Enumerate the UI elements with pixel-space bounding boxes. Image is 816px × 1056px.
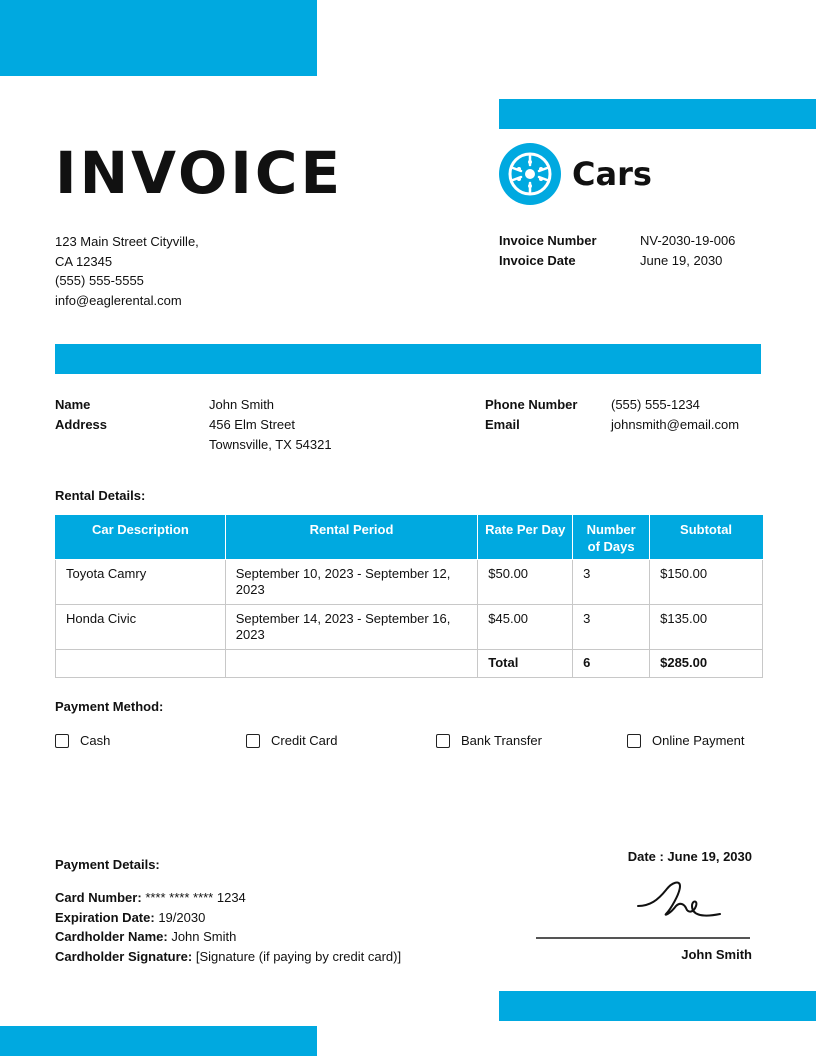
invoice-meta xyxy=(499,231,735,271)
invoice-number-row xyxy=(499,231,735,251)
column-header: Rental Period xyxy=(225,516,478,560)
total-days: 6 xyxy=(573,650,650,678)
customer-email-value: johnsmith@email.com xyxy=(611,417,740,432)
table-cell: $135.00 xyxy=(650,605,763,650)
invoice-date-row xyxy=(499,251,735,271)
card-number-value: **** **** **** 1234 xyxy=(145,890,246,905)
customer-info-left xyxy=(55,395,332,455)
checkbox-icon[interactable] xyxy=(55,734,69,748)
total-amount: $285.00 xyxy=(650,650,763,678)
phone-line: (555) 555-5555 xyxy=(55,273,144,289)
payment-option-cash[interactable] xyxy=(55,732,110,750)
table-header-row xyxy=(56,516,763,560)
payment-option-label: Bank Transfer xyxy=(461,733,542,748)
customer-name-label: Name xyxy=(55,397,91,412)
cardholder-signature-label: Cardholder Signature: xyxy=(55,949,193,965)
customer-email-row xyxy=(485,415,739,435)
checkbox-icon[interactable] xyxy=(436,734,450,748)
customer-address-label: Address xyxy=(55,417,108,432)
signer-name: John Smith xyxy=(681,947,752,962)
card-number-label: Card Number: xyxy=(55,890,142,905)
payment-option-credit-card[interactable] xyxy=(246,732,337,750)
customer-info-right xyxy=(485,395,739,435)
cardholder-label: Cardholder Name: xyxy=(55,929,168,945)
cardholder-signature-row xyxy=(55,947,401,967)
table-cell: $45.00 xyxy=(478,605,573,650)
table-row xyxy=(56,560,763,605)
table-cell xyxy=(56,650,226,678)
table-cell: 3 xyxy=(573,605,650,650)
customer-address-value xyxy=(209,415,332,455)
payment-details xyxy=(55,888,401,967)
cardholder-signature-value: [Signature (if paying by credit card)] xyxy=(195,949,402,965)
cardholder-row xyxy=(55,927,401,947)
invoice-number-label: Invoice Number xyxy=(499,233,597,248)
address-line: CA 12345 xyxy=(55,253,113,269)
card-number-row xyxy=(55,888,401,908)
payment-option-label: Credit Card xyxy=(271,733,338,748)
table-total-row xyxy=(56,650,763,678)
column-header: Subtotal xyxy=(650,516,763,560)
customer-phone-value: (555) 555-1234 xyxy=(611,397,700,412)
table-cell: 3 xyxy=(573,560,650,605)
expiration-row xyxy=(55,908,401,928)
customer-email-label: Email xyxy=(485,417,520,432)
wheel-icon xyxy=(499,143,561,205)
invoice-date-label: Invoice Date xyxy=(499,253,576,268)
checkbox-icon[interactable] xyxy=(627,734,641,748)
table-cell xyxy=(225,650,478,678)
handwritten-signature xyxy=(636,876,722,920)
bottom-right-accent-bar xyxy=(499,991,816,1021)
expiration-label: Expiration Date: xyxy=(55,909,155,925)
invoice-date-value: June 19, 2030 xyxy=(640,253,723,268)
total-label: Total xyxy=(478,650,573,678)
customer-address-row xyxy=(55,415,332,455)
payment-details-label: Payment Details: xyxy=(55,857,160,872)
customer-phone-row xyxy=(485,395,739,415)
customer-name-value: John Smith xyxy=(209,397,275,412)
payment-method-label: Payment Method: xyxy=(55,699,164,714)
payment-option-online-payment[interactable] xyxy=(627,732,745,750)
company-address xyxy=(55,232,199,311)
payment-option-bank-transfer[interactable] xyxy=(436,732,542,750)
column-header: Car Description xyxy=(56,516,226,560)
expiration-value: 19/2030 xyxy=(158,909,206,925)
cardholder-value: John Smith xyxy=(171,929,237,945)
table-cell: Honda Civic xyxy=(56,605,226,650)
top-left-accent-bar xyxy=(0,0,317,76)
rental-details-label: Rental Details: xyxy=(55,488,146,503)
customer-address-line2: Townsville, TX 54321 xyxy=(209,437,332,452)
top-right-accent-bar xyxy=(499,99,816,129)
bottom-left-accent-bar xyxy=(0,1026,317,1056)
payment-method-options xyxy=(55,732,763,752)
column-header: Number of Days xyxy=(573,516,650,560)
invoice-title: INVOICE xyxy=(55,139,344,207)
table-cell: September 14, 2023 - September 16, 2023 xyxy=(225,605,478,650)
checkbox-icon[interactable] xyxy=(246,734,260,748)
email-line: info@eaglerental.com xyxy=(55,293,182,309)
table-cell: Toyota Camry xyxy=(56,560,226,605)
signature-date: Date : June 19, 2030 xyxy=(627,849,752,864)
signature-line xyxy=(536,937,750,939)
table-cell: $50.00 xyxy=(478,560,573,605)
table-cell: $150.00 xyxy=(650,560,763,605)
table-row xyxy=(56,605,763,650)
invoice-number-value: NV-2030-19-006 xyxy=(640,233,736,248)
column-header: Rate Per Day xyxy=(478,516,573,560)
customer-name-row xyxy=(55,395,332,415)
customer-phone-label: Phone Number xyxy=(485,397,578,412)
rental-table xyxy=(55,515,763,678)
table-cell: September 10, 2023 - September 12, 2023 xyxy=(225,560,478,605)
section-divider-bar xyxy=(55,344,761,374)
address-line: 123 Main Street Cityville, xyxy=(55,234,199,249)
customer-address-line1: 456 Elm Street xyxy=(209,417,295,432)
payment-option-label: Online Payment xyxy=(652,733,745,748)
payment-option-label: Cash xyxy=(80,733,111,748)
brand-name: Cars xyxy=(572,155,652,193)
